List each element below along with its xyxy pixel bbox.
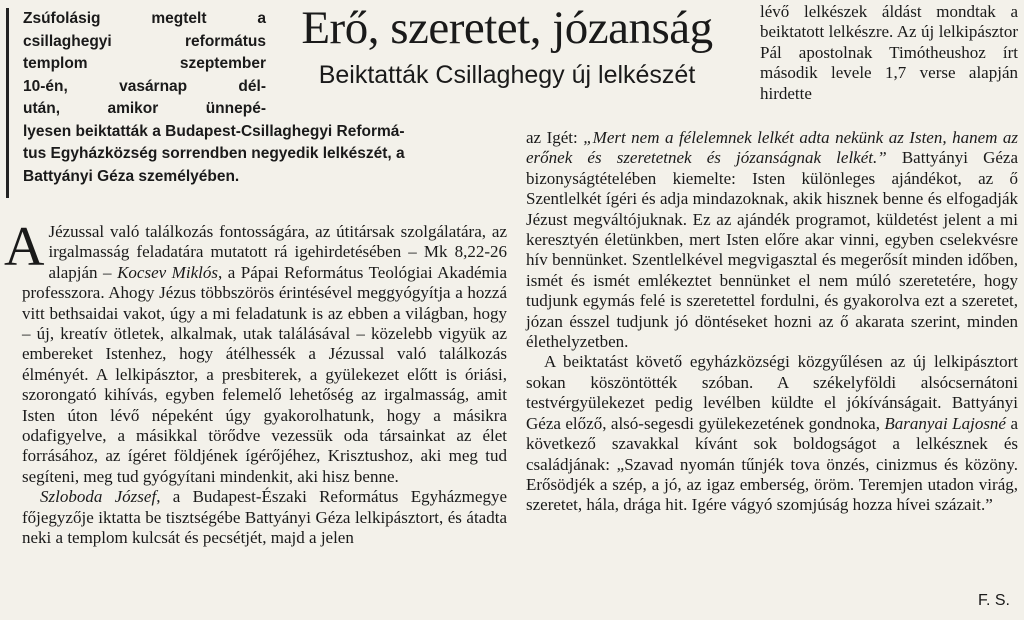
- paragraph-text: lévő lelkészek áldást mondtak a beiktatott lelkészre. Az új lelkipásztor Pál apostolnak Timótheushoz írt második levele 1,7 verse alapján hirdette: [760, 2, 1018, 103]
- lead-line: 10-én, vasárnap dél-: [23, 77, 266, 95]
- paragraph-text: , a Budapest-Északi Református Egyházmegye főjegyzője iktatta be tisztségébe Battyányi Géza lelkipásztort, és átadta neki a templom kulcsát és pecsétjét, majd a jelen: [22, 487, 507, 548]
- person-name: Kocsev Miklós: [117, 262, 218, 282]
- paragraph: [4, 216, 508, 487]
- article-title: Erő, szeretet, józanság: [301, 2, 713, 54]
- paragraph: [526, 128, 1018, 352]
- right-column-top: [760, 2, 1018, 104]
- article-subtitle: Beiktatták Csillaghegy új lelkészét: [318, 61, 696, 89]
- lead-line: lyesen beiktatták a Budapest-Csillaghegyi Reformá-: [23, 122, 405, 140]
- author-signature: F. S.: [977, 592, 1010, 609]
- article-lead: [6, 8, 405, 198]
- right-column: [526, 128, 1018, 516]
- paragraph: [760, 2, 1018, 104]
- left-column: [4, 216, 508, 549]
- paragraph-text: a következő szavakkal kívánt sok boldogságot a lelkésznek és családjának: „Szavad nyomán tűnjék tova önzés, cinizmus és közöny. Erősödjék a szép, a jó, az igaz emberség, öröm. Teremjen utadon virág, szeretet, hála, drága hit. Igére vágyó szomjúság hozza hívei százait.”: [526, 413, 1018, 515]
- bible-quote: „Mert nem a félelemnek lelkét adta nekünk az Isten, hanem az erőnek és szeretetnek és józanságnak lelkét.”: [526, 128, 1018, 168]
- lead-line: tus Egyházközség sorrendben negyedik lelkészét, a: [23, 145, 405, 162]
- person-name: Szloboda József: [40, 487, 157, 507]
- lead-line: csillaghegyi református: [23, 32, 266, 50]
- lead-line: után, amikor ünnepé-: [23, 100, 266, 117]
- person-name: Baranyai Lajosné: [884, 413, 1006, 433]
- lead-line: templom szeptember: [23, 55, 266, 72]
- paragraph-text: Jézussal való találkozás fontosságára, az útitársak szolgálatára, az irgalmasság feladatára mutatott rá igehirdetésében – Mk 8,22-26 alapján –: [48, 222, 507, 282]
- paragraph-text: Battyányi Géza bizonyságtételében kiemelte: Isten különleges ajándékot, az ő Szentlelkét ígéri és adja mindazoknak, akik hisznek benne és elfogadják Jézust megváltójuknak. Ez az ajándék programot, küldetést jelent a mi keresztyén életünkben, mert Isten előre akar vinni, egyben cselekvésre hív bennünket. Szentlelkével megvigasztal és megerősít minden időben, ismét és ismét emlékeztet bennünket el nem múló szeretetére, hogy tudjunk egymás felé is szeretettel fordulni, és gyakorolva ezt a szeretet, józan ésszel tudjunk jó döntéseket hozni az ő akarata szerint, minden élethelyzetben.: [526, 148, 1019, 352]
- lead-line: Zsúfolásig megtelt a: [23, 10, 266, 27]
- drop-cap: A: [4, 216, 45, 278]
- paragraph-text: , a Pápai Református Teológiai Akadémia professzora. Ahogy Jézus többszörös érintésével meggyógyítja a hozzá vitt bethsaidai vakot, úgy a mi feladatunk is az ebben a világban, hogy – új, kreatív ötletek, alkalmak, utak találásával – közelebb vigyük az embereket Istenhez, hogy átélhessék a Jézussal való találkozás élményét. A lelkipásztor, a presbiterek, a gyülekezet előtt is óriási, szorongató kihívás, egyben felemelő lehetőség az irgalmasság, amit Isten úton lévő népeként úgy gyakorolhatunk, hogy a másikra odafigyelve, a másikkal törődve vezessük oda társainkat az élet forrásához, az ígéret földjének ígérőjéhez, Krisztushoz, aki meg tud segíteni, meg tud gyógyítani mindenkit, aki hisz benne.: [22, 262, 508, 486]
- paragraph: [526, 352, 1018, 515]
- paragraph-text: A beiktatást követő egyházközségi közgyűlésen az új lelkipásztort sokan köszöntötték szóban. A székelyföldi alsócsernátoni testvérgyülekezet pedig levélben küldte el jókívánságait. Battyányi Géza előző, alsó-segesdi gyülekezetének gondnoka,: [526, 352, 1018, 433]
- paragraph-text: az Igét:: [526, 128, 584, 147]
- paragraph: [22, 487, 507, 548]
- headline: [272, 2, 742, 90]
- lead-line: Battyányi Géza személyében.: [23, 167, 240, 185]
